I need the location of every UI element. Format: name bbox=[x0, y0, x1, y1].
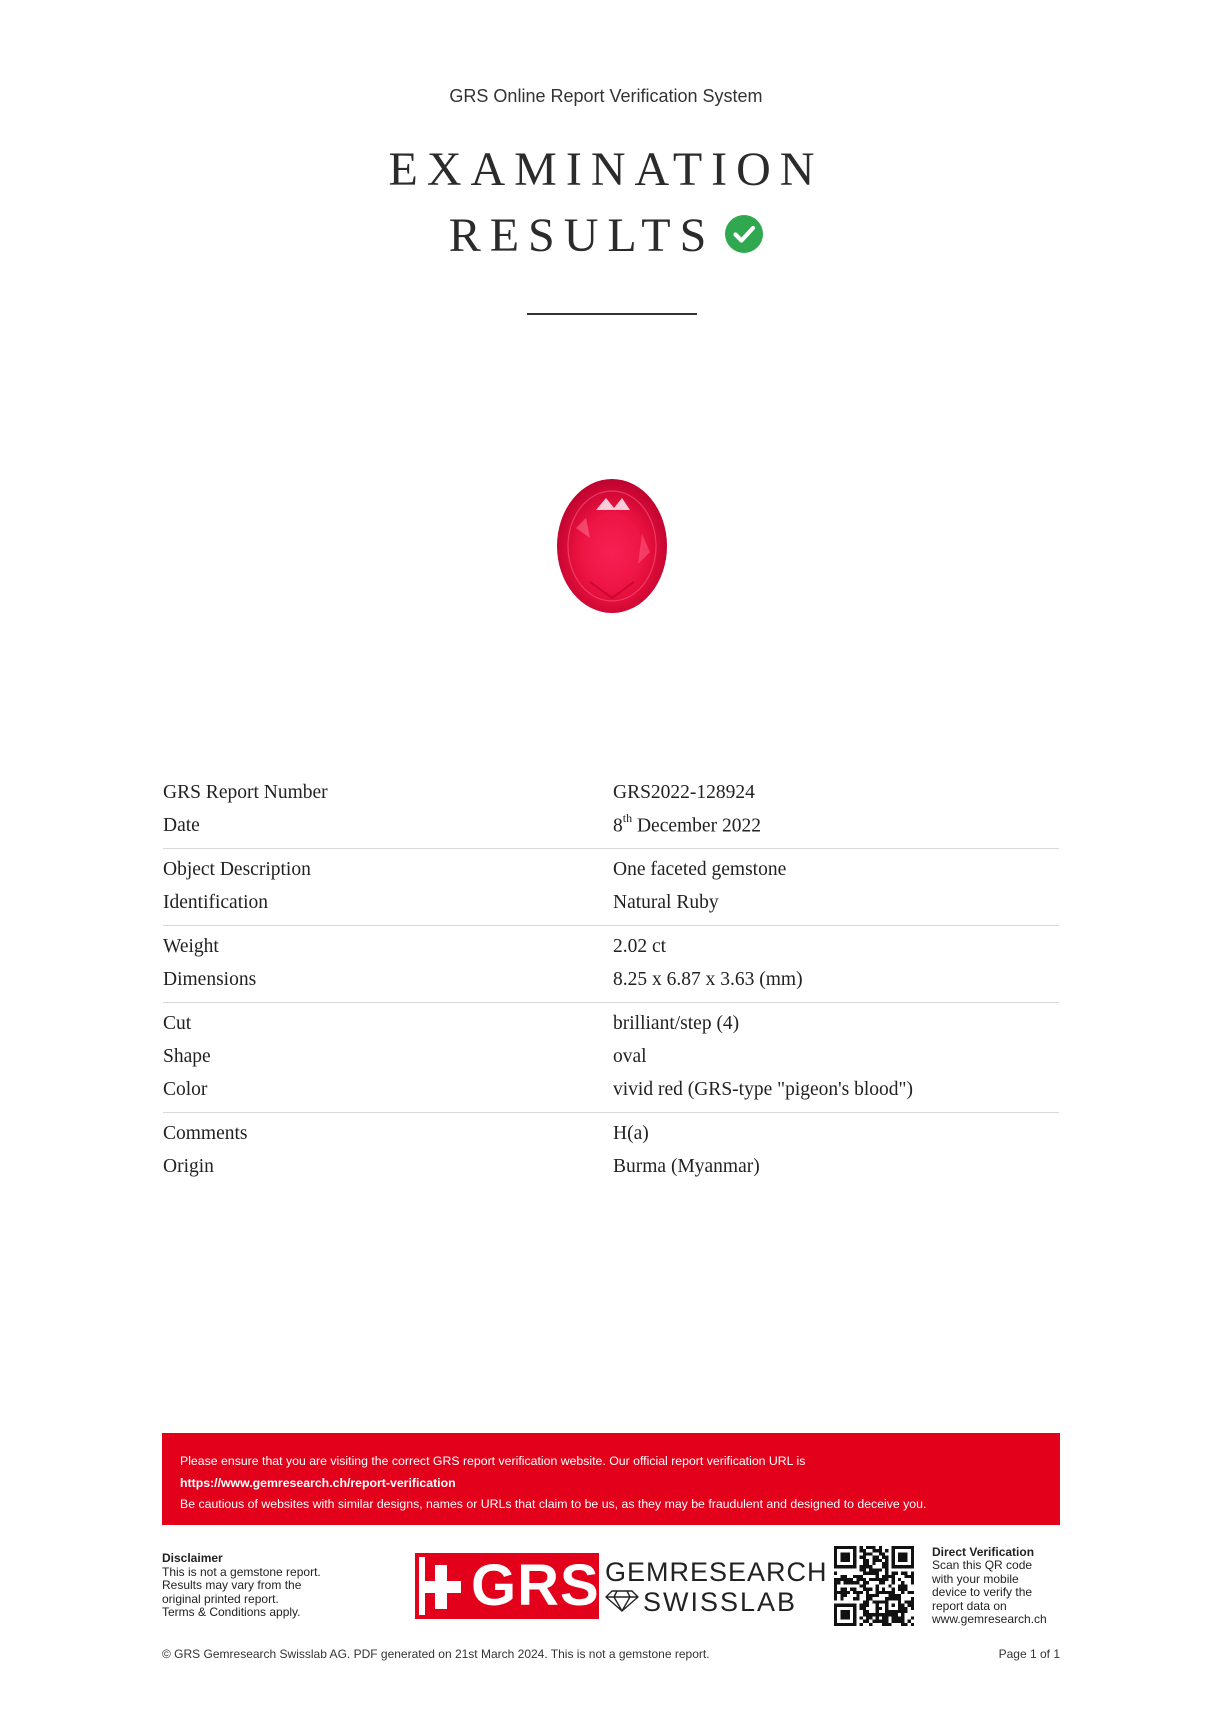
date-day: 8 bbox=[613, 815, 623, 837]
report-value: Natural Ruby bbox=[613, 891, 719, 913]
disclaimer-line: original printed report. bbox=[162, 1591, 279, 1606]
report-label: Dimensions bbox=[163, 968, 257, 990]
report-row bbox=[163, 1117, 1059, 1150]
report-group bbox=[163, 772, 1059, 849]
title-divider bbox=[527, 313, 697, 315]
disclaimer-line: Results may vary from the bbox=[162, 1578, 302, 1592]
page-number: Page 1 of 1 bbox=[998, 1647, 1060, 1661]
report-group bbox=[163, 926, 1059, 1003]
report-value: One faceted gemstone bbox=[613, 858, 787, 880]
report-label: Cut bbox=[163, 1012, 192, 1034]
report-value: 8.25 x 6.87 x 3.63 (mm) bbox=[613, 968, 803, 990]
report-label: Origin bbox=[163, 1155, 214, 1177]
warning-line-3: Be cautious of websites with similar designs, names or URLs that claim to be us, as they may be fraudulent and designed to deceive you. bbox=[180, 1497, 927, 1511]
grs-logo bbox=[415, 1553, 828, 1619]
check-circle-icon bbox=[725, 215, 763, 253]
disclaimer-line: This is not a gemstone report. bbox=[162, 1564, 321, 1579]
report-value: 2.02 ct bbox=[613, 935, 667, 957]
report-label: Identification bbox=[163, 891, 269, 913]
report-row bbox=[163, 930, 1059, 963]
dv-line: report data on bbox=[932, 1598, 1007, 1613]
report-value: H(a) bbox=[613, 1122, 649, 1144]
direct-verification-title: Direct Verification bbox=[932, 1545, 1035, 1559]
report-group bbox=[163, 1003, 1059, 1113]
report-value: vivid red (GRS-type "pigeon's blood") bbox=[613, 1078, 913, 1100]
report-label: Date bbox=[163, 814, 200, 836]
title-examination: EXAMINATION bbox=[388, 143, 824, 196]
logo-name-line1: GEMRESEARCH bbox=[605, 1557, 828, 1587]
report-value: GRS2022-128924 bbox=[613, 781, 755, 803]
report-value: brilliant/step (4) bbox=[613, 1012, 740, 1034]
oval-ruby-gemstone-image bbox=[556, 478, 668, 614]
logo-swisslab: SWISSLAB bbox=[643, 1587, 798, 1617]
report-row bbox=[163, 1040, 1059, 1073]
report-label: Comments bbox=[163, 1122, 248, 1144]
dv-line: www.gemresearch.ch bbox=[932, 1612, 1047, 1627]
report-row bbox=[163, 1007, 1059, 1040]
report-group bbox=[163, 849, 1059, 926]
page-title-line2 bbox=[0, 208, 1212, 263]
footer-copyright: © GRS Gemresearch Swisslab AG. PDF generated on 21st March 2024. This is not a gemstone report. bbox=[162, 1647, 710, 1661]
dv-line: device to verify the bbox=[932, 1585, 1033, 1600]
date-suffix: th bbox=[622, 811, 633, 826]
system-title: GRS Online Report Verification System bbox=[449, 86, 763, 106]
title-results: RESULTS bbox=[448, 209, 716, 262]
diamond-outline-icon bbox=[605, 1589, 639, 1613]
logo-name-line2 bbox=[605, 1587, 797, 1618]
report-group bbox=[163, 1113, 1059, 1189]
report-row bbox=[163, 1150, 1059, 1183]
report-value bbox=[613, 813, 1059, 838]
page-title-line1 bbox=[0, 142, 1212, 197]
direct-verification bbox=[932, 1546, 1082, 1626]
disclaimer bbox=[162, 1552, 352, 1620]
report-label: Weight bbox=[163, 935, 219, 957]
dv-line: Scan this QR code bbox=[932, 1558, 1033, 1573]
report-row bbox=[163, 886, 1059, 919]
fraud-warning-banner bbox=[162, 1433, 1060, 1525]
date-month-year: December 2022 bbox=[632, 815, 761, 837]
report-label: Color bbox=[163, 1078, 208, 1100]
report-row bbox=[163, 963, 1059, 996]
report-label: GRS Report Number bbox=[163, 781, 328, 803]
verification-url-link[interactable]: https://www.gemresearch.ch/report-verification bbox=[180, 1475, 456, 1490]
report-row bbox=[163, 809, 1059, 842]
dv-line: with your mobile bbox=[932, 1571, 1019, 1586]
disclaimer-line: Terms & Conditions apply. bbox=[162, 1605, 301, 1619]
report-label: Shape bbox=[163, 1045, 211, 1067]
grs-logo-mark bbox=[415, 1553, 599, 1619]
report-label: Object Description bbox=[163, 858, 311, 880]
report-table bbox=[163, 772, 1059, 1189]
report-value: Burma (Myanmar) bbox=[613, 1155, 760, 1177]
grs-logo-text: GRS bbox=[471, 1553, 600, 1618]
qr-code-icon[interactable] bbox=[834, 1546, 914, 1626]
warning-line-1: Please ensure that you are visiting the correct GRS report verification website. Our official report verification URL is bbox=[180, 1454, 806, 1468]
report-value: oval bbox=[613, 1045, 647, 1067]
report-row bbox=[163, 1073, 1059, 1106]
report-row bbox=[163, 853, 1059, 886]
report-row bbox=[163, 776, 1059, 809]
disclaimer-title: Disclaimer bbox=[162, 1551, 223, 1565]
